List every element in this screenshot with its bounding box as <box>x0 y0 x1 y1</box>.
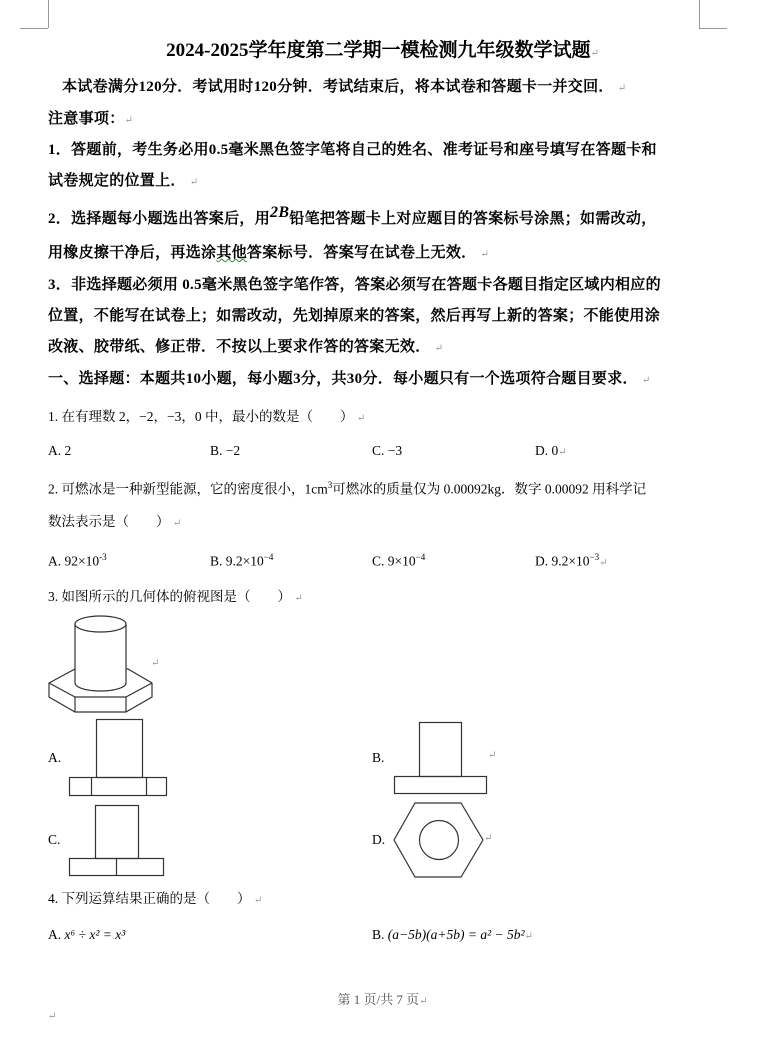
option-4a: A. x⁶ ÷ x² = x³ <box>48 927 126 942</box>
option-2b: B. $9.2\times 10^{-4}$ <box>210 552 274 569</box>
option-3c-label: C. <box>48 832 61 847</box>
intro: 本试卷满分120分．考试用时120分钟．考试结束后，将本试卷和答题卡一并交回． ↵ <box>62 79 627 95</box>
option-2c: C. $9\times 10^{-4}$ <box>372 552 426 569</box>
option-4b: B. (a−5b)(a+5b) = a² − 5b²↵ <box>372 927 533 942</box>
notes-heading: 注意事项：↵ <box>48 111 134 127</box>
rule-3: 3．非选择题必须用 0.5毫米黑色签字笔作答，答案必须写在答题卡各题目指定区域内相应的 <box>48 277 661 293</box>
option-3d-label: D. <box>372 832 386 847</box>
crop-mark <box>48 0 49 28</box>
rule-1: 1．答题前，考生务必用0.5毫米黑色签字笔将自己的姓名、准考证号和座号填写在答题卡和 <box>48 142 657 158</box>
rule-2-cont: 用橡皮擦干净后，再选涂其他答案标号．答案写在试卷上无效． ↵ <box>48 245 490 261</box>
question-1: 1. 在有理数 2，−2，−3，0 中，最小的数是（ ） ↵ <box>48 409 366 424</box>
option-1d: D. 0↵ <box>535 443 567 458</box>
rule-3-cont: 位置，不能写在试卷上；如需改动，先划掉原来的答案，然后再写上新的答案；不能使用涂 <box>48 308 661 324</box>
rule-3-cont2: 改液、胶带纸、修正带．不按以上要求作答的答案无效． ↵ <box>48 339 444 355</box>
question-2-cont: 数法表示是（ ） ↵ <box>48 514 182 529</box>
question-4: 4. 下列运算结果正确的是（ ） ↵ <box>48 891 263 906</box>
rule-2: 2．选择题每小题选出答案后，用2B铅笔把答题卡上对应题目的答案标号涂黑；如需改动， <box>48 204 657 227</box>
option-1c: C. −3 <box>372 443 403 458</box>
crop-mark <box>699 0 700 28</box>
crop-mark <box>699 28 727 29</box>
option-1b: B. −2 <box>210 443 241 458</box>
option-2a: A. $92\times 10^{-3}$ <box>48 552 107 569</box>
option-3b-label: B. <box>372 750 385 765</box>
question-3: 3. 如图所示的几何体的俯视图是（ ） ↵ <box>48 589 303 604</box>
paragraph-mark: ↵ <box>48 1011 57 1022</box>
section-heading: 一、选择题：本题共10小题，每小题3分，共30分．每小题只有一个选项符合题目要求． ↵ <box>48 371 651 387</box>
option-3d-figure <box>0 0 1 1</box>
option-1a: A. 2 <box>48 443 72 458</box>
page-title: 2024-2025学年度第二学期一模检测九年级数学试题↵ <box>166 40 599 61</box>
paragraph-mark: ↵ <box>484 833 493 844</box>
page-footer: 第 1 页/共 7 页↵ <box>337 992 428 1007</box>
option-2d: D. $9.2\times 10^{-3}↵$ <box>535 552 608 569</box>
crop-mark <box>20 28 48 29</box>
paragraph-mark: ↵ <box>151 658 160 669</box>
option-3a-label: A. <box>48 750 62 765</box>
question-2: 2. 可燃冰是一种新型能源，它的密度很小，$1cm^3$可燃冰的质量仅为 0.00092kg．数字 0.00092 用科学记 <box>48 480 647 497</box>
rule-1-cont: 试卷规定的位置上． ↵ <box>48 173 199 189</box>
paragraph-mark: ↵ <box>488 750 497 761</box>
